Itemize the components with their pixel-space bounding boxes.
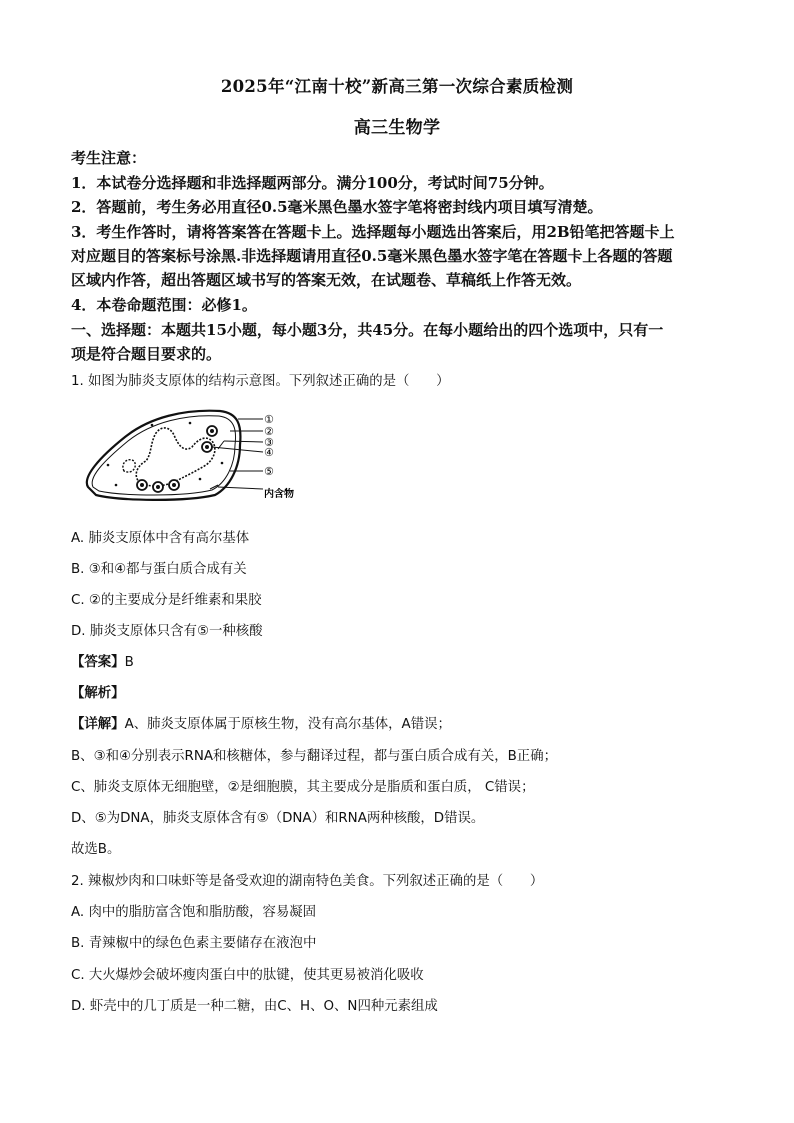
question-1-option-b: B. ③和④都与蛋白质合成有关 [71,562,247,577]
notice-item: 1．本试卷分选择题和非选择题两部分。满分100分，考试时间75分钟。 [71,174,554,192]
question-1-detail-line: D、⑤为DNA，肺炎支原体含有⑤（DNA）和RNA两种核酸，D错误。 [71,811,485,826]
question-2-option-c: C. 大火爆炒会破坏瘦肉蛋白中的肽键，使其更易被消化吸收 [71,968,424,983]
leader-line [212,447,263,452]
notice-item: 4．本卷命题范围：必修1。 [71,296,257,314]
question-1-detail-line: C、肺炎支原体无细胞壁，②是细胞膜，其主要成分是脂质和蛋白质， C错误； [71,780,535,795]
question-2-stem: 2. 辣椒炒肉和口味虾等是备受欢迎的湖南特色美食。下列叙述正确的是（ ） [71,874,544,889]
question-1-stem: 1. 如图为肺炎支原体的结构示意图。下列叙述正确的是（ ） [71,374,450,389]
figure-label: ① [264,413,274,426]
figure-label: ③ [264,436,274,449]
detail-line: A、肺炎支原体属于原核生物，没有高尔基体，A错误； [124,717,451,732]
question-2-option-a: A. 肉中的脂肪富含饱和脂肪酸，容易凝固 [71,905,317,920]
ribosome-core [205,445,209,449]
mycoplasma-diagram [80,405,320,505]
figure-label: ④ [264,446,274,459]
notice-item: 3．考生作答时，请将答案答在答题卡上。选择题每小题选出答案后，用2B铅笔把答题卡上 [71,223,675,241]
ribosome-core [210,429,214,433]
ribosome-core [172,483,176,487]
detail-tag: 【详解】 [71,717,125,732]
inclusion-dot [199,478,202,481]
question-1-conclusion: 故选B。 [71,842,121,857]
notice-item: 2．答题前，考生务必用直径0.5毫米黑色墨水签字笔将密封线内项目填写清楚。 [71,198,603,216]
question-1-analysis-tag [71,682,731,706]
ribosome-core [140,483,144,487]
notice-item: 对应题目的答案标号涂黑.非选择题请用直径0.5毫米黑色墨水签字笔在答题卡上各题的答题 [71,247,673,265]
figure-label-inclusions: 内含物 [264,489,294,500]
notice-heading: 考生注意： [71,149,147,167]
dna-coil [136,428,215,486]
leader-line [224,441,263,442]
question-1-detail-line: B、③和④分别表示RNA和核糖体，参与翻译过程，都与蛋白质合成有关，B正确； [71,749,557,764]
notice-item: 区域内作答，超出答题区域书写的答案无效，在试题卷、草稿纸上作答无效。 [71,271,582,289]
figure-label: ⑤ [264,465,274,478]
ribosome-core [156,485,160,489]
analysis-tag: 【解析】 [71,686,125,701]
question-1-answer [71,651,731,675]
question-1-option-a: A. 肺炎支原体中含有高尔基体 [71,531,250,546]
figure-label: ② [264,425,274,438]
question-1-option-d: D. 肺炎支原体只含有⑤一种核酸 [71,624,263,639]
question-2-option-d: D. 虾壳中的几丁质是一种二糖，由C、H、O、N四种元素组成 [71,999,438,1014]
inclusion-dot [189,422,192,425]
inclusion-dot [115,484,118,487]
question-1-option-c: C. ②的主要成分是纤维素和果胶 [71,593,262,608]
inclusion-dot [151,424,154,427]
inclusion-dot [221,462,224,465]
answer-tag: 【答案】 [71,655,125,670]
exam-subject: 高三生物学 [353,118,441,138]
dna-coil-small [123,460,135,472]
exam-title: 2025年“江南十校”新高三第一次综合素质检测 [220,77,574,96]
question-2-option-b: B. 青辣椒中的绿色色素主要储存在液泡中 [71,936,317,951]
inclusion-dot [107,464,110,467]
section-heading: 一、选择题：本题共15小题，每小题3分，共45分。在每小题给出的四个选项中，只有一 [71,321,664,339]
section-heading-cont: 项是符合题目要求的。 [71,345,222,363]
question-1-detail [71,713,731,737]
answer-value: B [124,655,134,670]
